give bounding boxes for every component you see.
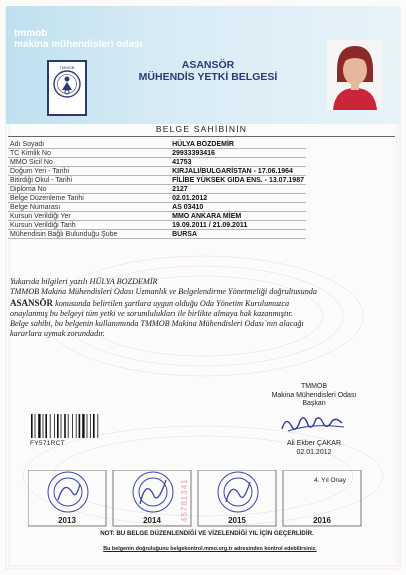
field-value: 2127: [170, 185, 306, 194]
barcode-bar: [76, 414, 77, 438]
owner-info-row: [8, 176, 306, 185]
field-value: KIRJALI/BULGARİSTAN - 17.06.1964: [170, 167, 306, 176]
barcode-bar: [79, 414, 81, 438]
title-line2: MÜHENDİS YETKİ BELGESİ: [138, 71, 278, 83]
owner-info-row: [8, 221, 306, 230]
signature-name: Ali Ekber ÇAKAR: [286, 440, 342, 447]
year-2015: 2015: [228, 516, 246, 525]
field-value: 29933393416: [170, 149, 306, 158]
barcode-bar: [72, 414, 73, 438]
owner-info-row: [8, 149, 306, 158]
field-label: Belge Düzenleme Tarihi: [8, 194, 170, 203]
validity-notice: NOT: BU BELGE DÜZENLENDİĞİ VE VİZELENDİĞİ YIL İÇİN GEÇERLİDİR.: [100, 530, 314, 537]
owner-info-row: [8, 203, 306, 212]
owner-info-row: [8, 212, 306, 221]
certificate-statement: [10, 277, 396, 340]
signature-org2: Makina Mühendisleri Odası: [271, 391, 357, 399]
statement-line4: onaylanmış bu belgeyi tüm yetki ve sorumlulukları ile birlikte almaya hak kazanmıştır.: [10, 308, 293, 318]
barcode-bar: [45, 414, 47, 438]
signature-org1: TMMOB: [300, 383, 328, 390]
statement-line6: kararlara uymak zorundadır.: [10, 329, 105, 339]
barcode-bar: [97, 414, 98, 438]
barcode-bar: [35, 414, 36, 438]
barcode: [30, 414, 106, 438]
statement-line5: Belge sahibi, bu belgenin kullanımında TMMOB Makina Mühendisleri Odası`nın alacağı: [10, 319, 304, 329]
year-approval-label: 4. Yıl Onay: [313, 477, 347, 484]
portrait-icon: [327, 40, 383, 110]
barcode-bar: [57, 414, 59, 438]
barcode-bar: [93, 414, 95, 438]
field-label: Belge Numarası: [8, 203, 170, 212]
owner-info-table: [8, 140, 306, 239]
owner-section-heading: BELGE SAHİBİNİN: [8, 124, 395, 137]
year-2013: 2013: [58, 516, 76, 525]
field-value: HÜLYA BOZDEMİR: [170, 140, 306, 149]
field-label: Bitirdiği Okul - Tarihi: [8, 176, 170, 185]
field-value: BURSA: [170, 230, 306, 239]
field-label: MMO Sicil No: [8, 158, 170, 167]
statement-subject: ASANSÖR: [10, 297, 54, 308]
barcode-bar: [64, 414, 66, 438]
title-line1: ASANSÖR: [181, 59, 235, 71]
serial-number: 45781341: [180, 478, 189, 522]
field-label: Diploma No: [8, 185, 170, 194]
signature-role: Başkan: [302, 400, 326, 407]
barcode-bar: [82, 414, 84, 438]
field-label: Doğum Yeri - Tarihi: [8, 167, 170, 176]
org-name-line2: makina mühendisleri odası: [14, 39, 143, 50]
owner-info-row: [8, 158, 306, 167]
logo-emblem-icon: [49, 62, 85, 114]
verification-footer: Bu belgenin doğruluğunu belgekontrol.mmo.org.tr adresinden kontrol edebilirsiniz.: [103, 546, 317, 552]
field-value: 02.01.2012: [170, 194, 306, 203]
barcode-bar: [43, 414, 44, 438]
field-label: TC Kimlik No: [8, 149, 170, 158]
statement-line1: Yukarıda bilgileri yazılı HÜLYA BOZDEMİR: [10, 277, 158, 286]
statement-line2: TMMOB Makina Mühendisleri Odası Uzmanlık ve Belgelendirme Yönetmeliği doğrultusunda: [10, 287, 317, 297]
approval-stamp-2014: [133, 472, 173, 512]
barcode-bar: [31, 414, 33, 438]
barcode-bar: [90, 414, 91, 438]
owner-info-row: [8, 167, 306, 176]
certificate-title: [128, 59, 288, 83]
field-value: AS 03410: [170, 203, 306, 212]
owner-info-row: [8, 185, 306, 194]
statement-line3: ASANSÖR konusunda belirtilen şartlara uygun olduğu Oda Yönetim Kurulumuzca: [10, 297, 290, 308]
approval-stamp-2013: [48, 472, 88, 512]
logo-text: TMMOB: [59, 65, 75, 70]
president-signature-block: [252, 383, 376, 457]
tmmob-logo: [47, 60, 87, 116]
field-value: FİLİBE YÜKSEK GIDA ENS. - 13.07.1987: [172, 176, 304, 184]
field-label: Kursun Verildiği Tarih: [8, 221, 170, 230]
owner-info-row: [8, 194, 306, 203]
year-2014: 2014: [143, 516, 161, 525]
barcode-bar: [61, 414, 62, 438]
field-label: Mühendisin Bağlı Bulunduğu Şube: [8, 230, 170, 239]
signature-date: 02.01.2012: [296, 448, 332, 456]
field-value: 19.09.2011 / 21.09.2011: [170, 221, 306, 230]
barcode-bar: [87, 414, 88, 438]
barcode-bar: [54, 414, 55, 438]
field-label: Adı Soyadı: [8, 140, 170, 149]
field-value: MMO ANKARA MİEM: [170, 212, 306, 221]
org-name: [14, 28, 142, 50]
barcode-bar: [50, 414, 51, 438]
field-label: Kursun Verildiği Yer: [8, 212, 170, 221]
barcode-bar: [38, 414, 40, 438]
approval-stamp-2015: [218, 472, 258, 512]
year-2016: 2016: [313, 516, 331, 525]
field-value: 41753: [170, 158, 306, 167]
owner-photo: [327, 40, 383, 110]
owner-info-row: [8, 230, 306, 239]
handwritten-signature: [252, 409, 376, 437]
owner-info-row: [8, 140, 306, 149]
barcode-bar: [68, 414, 69, 438]
org-name-line1: tmmob: [14, 28, 48, 39]
barcode-text: FY571RCT: [30, 440, 65, 447]
